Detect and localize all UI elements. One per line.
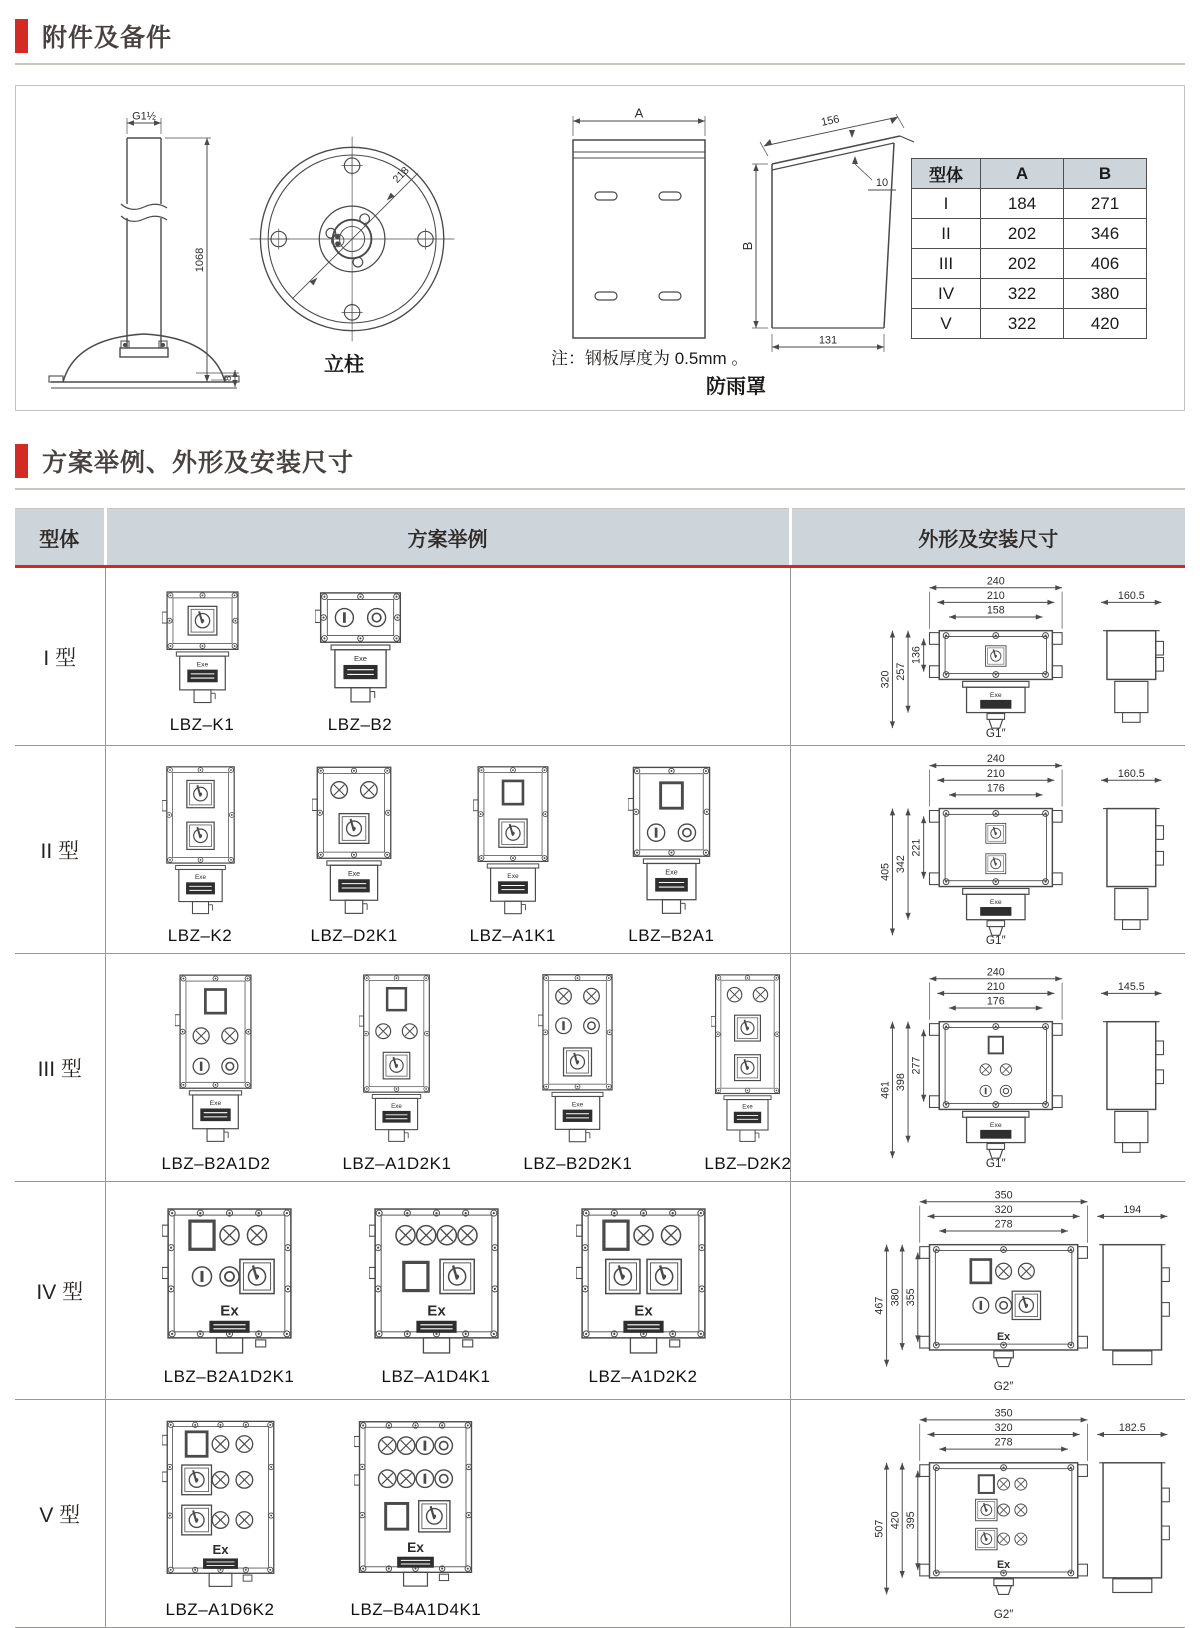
schemes-table — [15, 508, 1185, 1628]
scheme-examples — [107, 1188, 789, 1393]
svg-text:Exe: Exe — [194, 874, 206, 882]
device-figure — [162, 1415, 279, 1620]
pillar-side-drawing — [41, 98, 241, 399]
dimension-drawing — [792, 965, 1185, 1170]
red-accent-bar — [15, 19, 28, 53]
svg-text:Exe: Exe — [196, 661, 208, 669]
svg-text:Exe: Exe — [989, 691, 1002, 699]
device-figure — [470, 761, 556, 946]
line-drawing — [162, 586, 243, 706]
line-drawing — [793, 752, 1183, 947]
line-drawing — [793, 965, 1183, 1170]
device-model-label: LBZ–B2A1D2K1 — [163, 1367, 295, 1386]
schemes-table-header — [15, 509, 1185, 567]
scheme-examples — [107, 572, 789, 741]
svg-text:277: 277 — [910, 1056, 923, 1075]
svg-text:320: 320 — [879, 669, 892, 688]
device-figure — [311, 761, 398, 946]
svg-text:210: 210 — [986, 980, 1005, 993]
svg-text:160.5: 160.5 — [1117, 589, 1145, 602]
svg-text:G2″: G2″ — [993, 1379, 1014, 1393]
device-model-label: LBZ–A1D4K1 — [381, 1367, 491, 1386]
device-model-label: LBZ–K2 — [167, 926, 233, 945]
line-drawing — [162, 1415, 279, 1591]
svg-text:342: 342 — [894, 855, 907, 874]
device-model-label: LBZ–B4A1D4K1 — [350, 1600, 482, 1619]
svg-text:398: 398 — [894, 1073, 907, 1092]
scheme-examples — [107, 955, 792, 1180]
device-model-label: LBZ–A1D2K1 — [342, 1154, 452, 1173]
svg-text:218: 218 — [390, 164, 412, 186]
device-figure — [162, 761, 239, 946]
svg-text:210: 210 — [986, 767, 1005, 780]
svg-text:320: 320 — [994, 1203, 1013, 1216]
svg-text:405: 405 — [879, 862, 892, 881]
svg-text:Exe: Exe — [353, 654, 367, 664]
cell-type: I — [912, 189, 981, 219]
svg-text:350: 350 — [994, 1407, 1013, 1420]
svg-text:10: 10 — [875, 177, 889, 189]
svg-text:278: 278 — [994, 1436, 1013, 1449]
line-drawing — [793, 574, 1183, 740]
section1-title: 附件及备件 — [42, 24, 173, 52]
svg-text:G1½: G1½ — [132, 110, 156, 123]
line-drawing — [538, 969, 617, 1145]
type-label: IV 型 — [15, 1182, 105, 1400]
svg-text:Ex: Ex — [633, 1302, 653, 1320]
device-model-label: LBZ–B2 — [327, 715, 393, 734]
device-figure — [628, 761, 715, 946]
device-figure — [351, 1415, 482, 1620]
type-row-4 — [15, 1182, 1185, 1400]
type-label: V 型 — [15, 1400, 105, 1628]
svg-text:240: 240 — [986, 574, 1005, 587]
scheme-examples — [107, 747, 789, 952]
cell-a: 184 — [981, 189, 1064, 219]
device-figure — [576, 1202, 711, 1387]
table-header-row — [912, 159, 1147, 189]
svg-text:131: 131 — [818, 334, 838, 347]
svg-text:145.5: 145.5 — [1117, 980, 1145, 993]
table-row — [912, 279, 1147, 309]
svg-text:240: 240 — [986, 966, 1005, 979]
line-drawing — [473, 761, 553, 917]
line-drawing — [315, 586, 406, 706]
svg-text:507: 507 — [873, 1519, 886, 1538]
svg-text:257: 257 — [894, 662, 907, 681]
svg-text:G1″: G1″ — [985, 726, 1006, 740]
scheme-examples — [107, 1401, 789, 1626]
svg-text:380: 380 — [889, 1288, 902, 1307]
device-figure — [162, 1202, 297, 1387]
raincover-note: 注：钢板厚度为 0.5mm 。 — [551, 349, 749, 368]
device-model-label: LBZ–D2K2 — [704, 1154, 792, 1173]
device-figure — [369, 1202, 504, 1387]
device-model-label: LBZ–B2A1 — [628, 926, 715, 945]
schemes-section — [15, 443, 1185, 1628]
type-label: I 型 — [15, 567, 105, 746]
line-drawing — [244, 96, 466, 382]
cell-type: III — [912, 249, 981, 279]
svg-text:8: 8 — [223, 375, 233, 382]
svg-text:176: 176 — [986, 995, 1005, 1008]
table-row — [912, 189, 1147, 219]
svg-text:Exe: Exe — [210, 1100, 222, 1108]
cell-a: 322 — [981, 279, 1064, 309]
section2-header — [15, 443, 1185, 490]
device-model-label: LBZ–A1K1 — [469, 926, 556, 945]
line-drawing — [793, 1188, 1183, 1393]
line-drawing — [369, 1202, 504, 1358]
svg-text:467: 467 — [873, 1296, 886, 1315]
type-row-5 — [15, 1400, 1185, 1628]
cell-a: 202 — [981, 249, 1064, 279]
svg-text:Exe: Exe — [742, 1103, 754, 1111]
device-model-label: LBZ–B2A1D2 — [161, 1154, 271, 1173]
device-model-label: LBZ–K1 — [169, 715, 235, 734]
svg-text:Ex: Ex — [219, 1302, 239, 1320]
svg-text:Ex: Ex — [426, 1302, 446, 1320]
svg-text:A: A — [634, 105, 644, 121]
device-model-label: LBZ–A1D2K2 — [588, 1367, 698, 1386]
svg-text:G2″: G2″ — [993, 1607, 1014, 1621]
type-row-1 — [15, 567, 1185, 746]
raincover-label: 防雨罩 — [706, 376, 766, 398]
svg-text:420: 420 — [889, 1511, 902, 1530]
device-figure — [342, 969, 451, 1174]
svg-text:156: 156 — [820, 113, 841, 129]
table-row — [912, 249, 1147, 279]
svg-text:240: 240 — [986, 753, 1005, 766]
svg-text:Exe: Exe — [989, 899, 1002, 907]
svg-text:Ex: Ex — [996, 1559, 1010, 1572]
device-model-label: LBZ–B2D2K1 — [523, 1154, 633, 1173]
cell-b: 380 — [1064, 279, 1147, 309]
line-drawing — [711, 969, 784, 1145]
svg-text:Exe: Exe — [391, 1102, 403, 1110]
cell-b: 346 — [1064, 219, 1147, 249]
svg-text:210: 210 — [986, 589, 1005, 602]
line-drawing — [576, 1202, 711, 1358]
svg-text:1068: 1068 — [194, 247, 206, 273]
line-drawing — [354, 1415, 477, 1591]
raincover-front-drawing — [551, 100, 731, 355]
svg-text:160.5: 160.5 — [1117, 767, 1145, 780]
line-drawing — [41, 98, 241, 394]
svg-text:395: 395 — [904, 1511, 917, 1530]
svg-text:355: 355 — [904, 1288, 917, 1307]
svg-text:Exe: Exe — [572, 1101, 584, 1109]
table-row — [912, 309, 1147, 339]
svg-text:182.5: 182.5 — [1118, 1422, 1146, 1435]
device-figure — [523, 969, 632, 1174]
svg-text:461: 461 — [879, 1080, 892, 1099]
type-label: III 型 — [15, 954, 105, 1182]
pillar-top-drawing — [244, 96, 466, 387]
svg-text:Exe: Exe — [665, 867, 678, 877]
device-figure — [704, 969, 791, 1174]
table-row — [912, 219, 1147, 249]
svg-text:B: B — [740, 241, 755, 251]
device-model-label: LBZ–D2K1 — [310, 926, 398, 945]
red-accent-bar — [15, 444, 28, 478]
cell-a: 202 — [981, 219, 1064, 249]
svg-text:Exe: Exe — [348, 870, 361, 878]
type-row-3 — [15, 954, 1185, 1182]
cell-type: V — [912, 309, 981, 339]
svg-text:Exe: Exe — [507, 873, 519, 880]
header-type: 型体 — [15, 509, 105, 567]
svg-text:G1″: G1″ — [985, 934, 1006, 947]
section2-title: 方案举例、外形及安装尺寸 — [42, 449, 355, 477]
cell-a: 322 — [981, 309, 1064, 339]
cell-b: 271 — [1064, 189, 1147, 219]
svg-text:158: 158 — [986, 604, 1005, 617]
svg-text:Ex: Ex — [996, 1331, 1010, 1344]
line-drawing — [162, 761, 239, 917]
device-model-label: LBZ–A1D6K2 — [165, 1600, 275, 1619]
device-figure — [315, 586, 406, 735]
svg-text:350: 350 — [994, 1189, 1013, 1202]
section1-header — [15, 18, 1185, 65]
pillar-label: 立柱 — [324, 354, 364, 376]
col-header-type: 型体 — [912, 159, 981, 189]
dimension-drawing — [792, 574, 1185, 740]
svg-text:320: 320 — [994, 1422, 1013, 1435]
header-dims: 外形及安装尺寸 — [790, 509, 1185, 567]
line-drawing — [175, 969, 256, 1145]
line-drawing — [551, 100, 731, 350]
svg-text:136: 136 — [910, 645, 923, 664]
svg-text:176: 176 — [986, 782, 1005, 795]
dimension-drawing — [792, 1188, 1185, 1393]
line-drawing — [793, 1406, 1183, 1621]
type-label: II 型 — [15, 746, 105, 954]
cell-b: 420 — [1064, 309, 1147, 339]
cell-type: II — [912, 219, 981, 249]
svg-text:194: 194 — [1123, 1203, 1141, 1216]
svg-text:G1″: G1″ — [985, 1156, 1006, 1170]
accessories-panel — [15, 85, 1185, 411]
svg-text:221: 221 — [910, 838, 923, 857]
line-drawing — [359, 969, 434, 1145]
cell-type: IV — [912, 279, 981, 309]
svg-text:Ex: Ex — [407, 1540, 425, 1556]
line-drawing — [162, 1202, 297, 1358]
line-drawing — [312, 761, 396, 917]
svg-text:Exe: Exe — [989, 1121, 1002, 1129]
dimension-drawing — [792, 1406, 1185, 1621]
device-figure — [162, 969, 271, 1174]
col-header-a: A — [981, 159, 1064, 189]
dimension-drawing — [792, 752, 1185, 947]
svg-text:278: 278 — [994, 1218, 1013, 1231]
type-row-2 — [15, 746, 1185, 954]
line-drawing — [628, 761, 715, 917]
type-size-table — [911, 158, 1147, 339]
svg-text:Ex: Ex — [212, 1542, 228, 1558]
col-header-b: B — [1064, 159, 1147, 189]
header-schemes: 方案举例 — [105, 509, 790, 567]
cell-b: 406 — [1064, 249, 1147, 279]
device-figure — [162, 586, 243, 735]
